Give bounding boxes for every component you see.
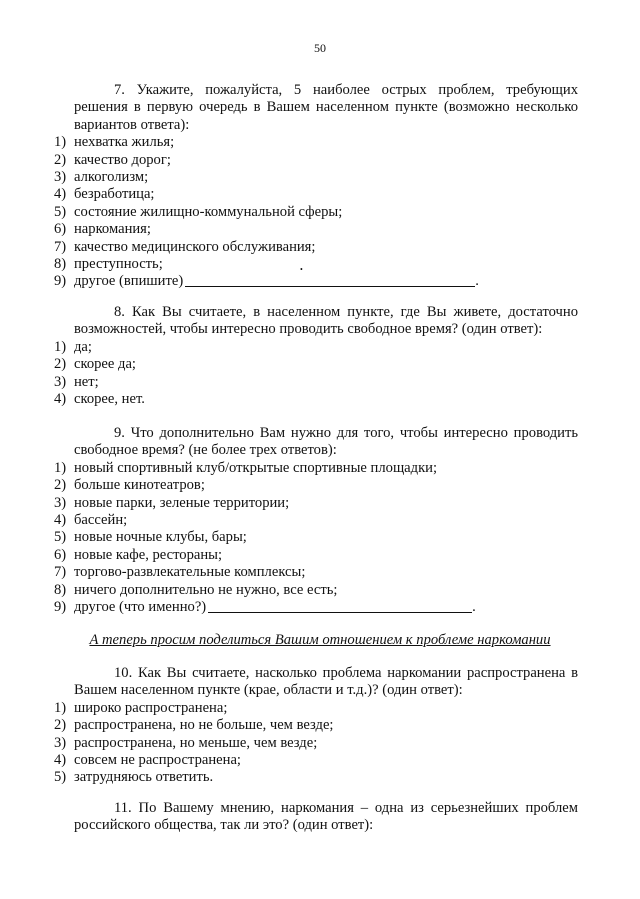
question-9-option-6: 6) новые кафе, рестораны; [54,546,223,563]
page-number: 50 [314,41,326,55]
question-9-option-4: 4) бассейн; [54,512,128,529]
question-9-option-1: 1) новый спортивный клуб/открытые спортивные площадки; [54,459,438,476]
question-7 [54,82,578,291]
question-7-option-4: 4) безработица; [54,186,155,203]
question-10 [54,665,578,787]
question-7-option-6: 6) наркомания; [54,221,151,238]
question-8 [54,304,578,408]
question-9 [54,425,578,616]
question-10-option-2: 2) распространена, но не больше, чем везде; [54,717,334,734]
question-7-option-3: 3) алкоголизм; [54,169,149,186]
question-8-text: 8. Как Вы считаете, в населенном пункте, где Вы живете, достаточно возможностей, чтобы интересно проводить свободное время? (один ответ): [74,304,578,338]
question-7-option-2: 2) качество дорог; [54,151,171,168]
question-7-text: 7. Укажите, пожалуйста, 5 наиболее острых проблем, требующих решения в первую очередь в Вашем населенном пункте (возможно несколько вариантов ответа): [74,82,578,133]
section-heading: А теперь просим поделиться Вашим отношением к проблеме наркомании [89,632,551,648]
question-7-option-1: 1) нехватка жилья; [54,134,175,151]
question-7-option-5: 5) состояние жилищно-коммунальной сферы; [54,203,343,220]
question-7-option-9: 9) другое (впишите) . [54,273,479,290]
question-9-option-2: 2) больше кинотеатров; [54,477,205,494]
question-10-option-1: 1) широко распространена; [54,699,228,716]
stray-dot: • [300,265,303,274]
question-10-option-4: 4) совсем не распространена; [54,752,241,769]
question-9-option-7: 7) торгово-развлекательные комплексы; [54,564,306,581]
answer-blank-line[interactable] [185,273,475,287]
question-7-option-7: 7) качество медицинского обслуживания; [54,238,316,255]
question-11 [54,800,578,835]
answer-blank-line[interactable] [208,599,472,613]
question-8-option-3: 3) нет; [54,373,99,390]
question-10-text: 10. Как Вы считаете, насколько проблема наркомании распространена в Вашем населенном пункте (крае, области и т.д.)? (один ответ): [74,665,578,699]
question-10-option-3: 3) распространена, но меньше, чем везде; [54,734,318,751]
question-9-option-9: 9) другое (что именно?) . [54,599,476,616]
question-9-option-5: 5) новые ночные клубы, бары; [54,529,247,546]
question-7-option-8: 8) преступность; [54,256,163,273]
question-8-option-1: 1) да; [54,338,92,355]
question-9-text: 9. Что дополнительно Вам нужно для того, чтобы интересно проводить свободное время? (не более трех ответов): [74,425,578,459]
question-9-option-3: 3) новые парки, зеленые территории; [54,494,290,511]
question-8-option-4: 4) скорее, нет. [54,391,145,408]
question-8-option-2: 2) скорее да; [54,356,136,373]
question-9-option-8: 8) ничего дополнительно не нужно, все есть; [54,581,338,598]
question-10-option-5: 5) затрудняюсь ответить. [54,769,214,786]
question-11-text: 11. По Вашему мнению, наркомания – одна из серьезнейших проблем российского общества, так ли это? (один ответ): [74,800,578,834]
